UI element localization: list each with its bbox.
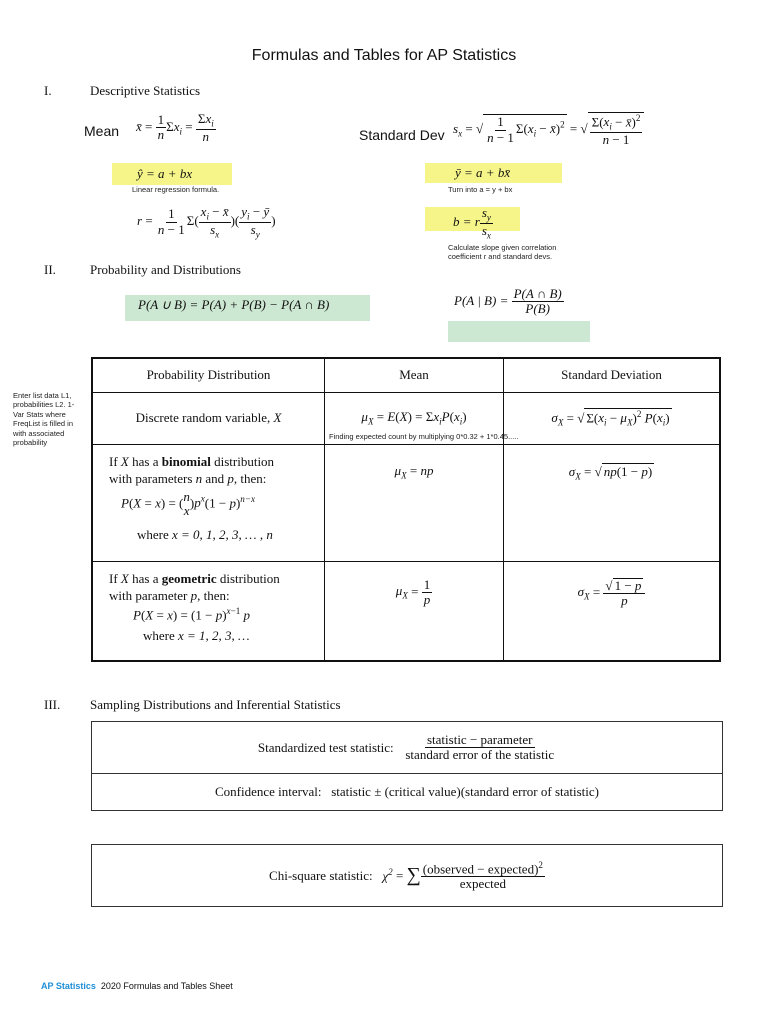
confidence-row bbox=[92, 774, 722, 810]
row-geometric-mean: $\mu_X$ = $\frac{1}{p}$ bbox=[325, 561, 504, 661]
row-binomial-mean: $\mu_X$ = np bbox=[325, 444, 504, 561]
row-binomial-label: If X has a binomial distribution with parameters n and p, then: P(X = x) = ( n x )$p^x(1 - p)^{n-x}$ where x = 0, 1, 2, 3, … , n bbox=[92, 444, 325, 561]
note-turn: Turn into a = y + bx bbox=[448, 185, 513, 194]
row-discrete-sd: $\sigma_X$ = √ $\Sigma(x_i - \mu_X)^2$ $P(x_i)$ bbox=[504, 392, 721, 444]
mean-formula: x̄ = $\frac{1}{n}$ $\Sigma x_i$ = $\frac{\Sigma x_i}{n}$ bbox=[136, 111, 214, 144]
header-mean: Mean bbox=[325, 358, 504, 392]
standardized-row: Standardized test statistic: $\frac{\text{statistic − parameter}}{\text{standard error of the statistic}}$ bbox=[92, 722, 722, 774]
chi-square-label: Chi-square statistic: bbox=[269, 867, 373, 883]
row-geometric-label: If X has a geometric distribution with parameter p, then: $P(X = x) = (1 - p)^{x-1}$ p where x = 1, 2, 3, … bbox=[92, 561, 325, 661]
conditional-formula: P(A | B) = $\frac{P(A \cap B)}{P(B)}$ bbox=[454, 286, 562, 317]
note-slope: Calculate slope given correlation coefficient r and standard devs. bbox=[448, 243, 557, 262]
sd-formula: $s_x$ = √ $\frac{1}{n - 1}$ $\Sigma(x_i$ − x̄)$^2$ = √ $\frac{\Sigma(x_i - x̄)^2}{n - 1}$ bbox=[453, 112, 644, 147]
ybar-formula: ȳ = a + bx̄ bbox=[455, 165, 511, 180]
row-binomial-sd: $\sigma_X$ = √ np(1 − p) bbox=[504, 444, 721, 561]
inference-box bbox=[91, 721, 723, 811]
sd-label: Standard Dev bbox=[359, 127, 445, 143]
note-linear-regression: Linear regression formula. bbox=[132, 185, 220, 194]
highlight-conditional bbox=[448, 321, 590, 342]
row-geometric-sd: $\sigma_X$ = $\frac{√ 1 - p}{p}$ bbox=[504, 561, 721, 661]
probability-table bbox=[91, 357, 721, 662]
section-3-number: III. bbox=[44, 697, 61, 712]
correlation-formula: r = $\frac{1}{n - 1}$ Σ( $\frac{x_i - x̄}{s_x}$ )( $\frac{y_i - ȳ}{s_y}$ ) bbox=[137, 204, 276, 240]
standardized-label: Standardized test statistic: bbox=[257, 739, 394, 755]
confidence-label: Confidence interval: bbox=[214, 784, 322, 799]
row-discrete-label: Discrete random variable, X bbox=[92, 392, 325, 444]
slope-formula: b = r $\frac{s_y}{s_x}$ bbox=[453, 205, 491, 241]
header-sd: Standard Deviation bbox=[504, 358, 721, 392]
section-2-title: Probability and Distributions bbox=[90, 262, 241, 277]
regression-formula: ŷ = a + bx bbox=[137, 166, 193, 181]
header-distribution: Probability Distribution bbox=[92, 358, 325, 392]
footer-text: 2020 Formulas and Tables Sheet bbox=[100, 981, 233, 991]
row-discrete-mean: $\mu_X = E(X) = \Sigma x_iP(x_i)$ Finding expected count by multiplying 0*0.32 + 1*0.45..... bbox=[325, 392, 504, 444]
mean-label: Mean bbox=[84, 123, 120, 139]
section-1-number: I. bbox=[44, 83, 52, 98]
footer bbox=[41, 981, 233, 991]
side-note: Enter list data L1, probabilities L2. 1-Var Stats where FreqList is filled in with associated probability bbox=[13, 391, 75, 447]
section-1-title: Descriptive Statistics bbox=[90, 83, 201, 98]
section-2-number: II. bbox=[44, 262, 56, 277]
footer-brand: AP Statistics bbox=[41, 981, 96, 991]
page-title: Formulas and Tables for AP Statistics bbox=[251, 47, 517, 64]
note-expected-count: Finding expected count by multiplying 0*0.32 + 1*0.45..... bbox=[329, 432, 519, 442]
section-3-title: Sampling Distributions and Inferential Statistics bbox=[90, 697, 341, 712]
union-formula: P(A ∪ B) = P(A) + P(B) − P(A ∩ B) bbox=[138, 297, 330, 312]
confidence-formula: statistic ± (critical value)(standard error of statistic) bbox=[331, 784, 599, 799]
chi-square-box: Chi-square statistic: $\chi^2$ = ∑ $\frac{(observed - expected)^2}{\text{expected}}$ bbox=[91, 844, 723, 907]
